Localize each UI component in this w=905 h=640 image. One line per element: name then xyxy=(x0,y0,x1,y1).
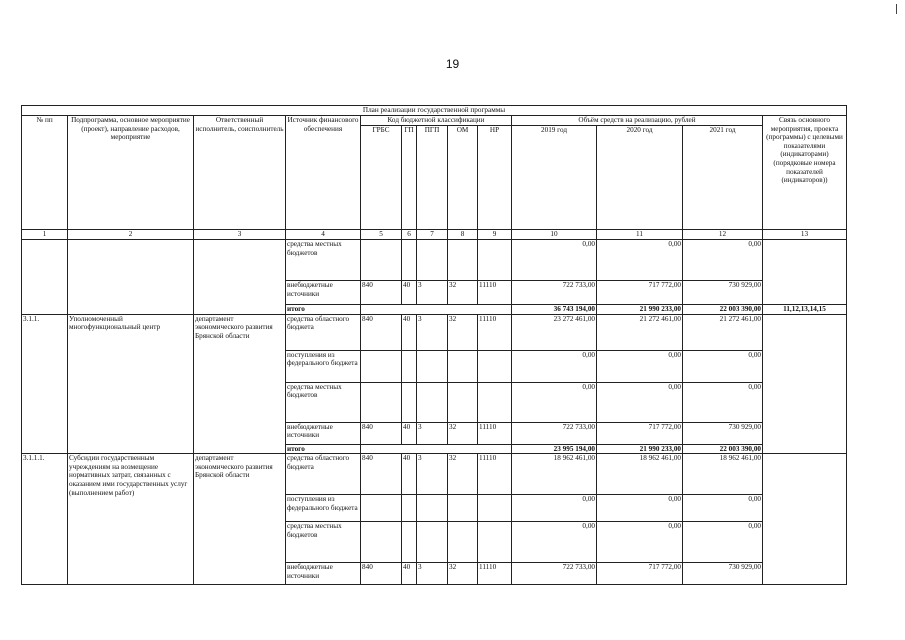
cell-total-2021: 22 003 390,00 xyxy=(683,444,763,454)
cell-pgp: 3 xyxy=(417,281,448,305)
cell-source: средства областного бюджета xyxy=(286,454,361,495)
cell-2021: 0,00 xyxy=(683,522,763,563)
cell-total-2021: 22 003 390,00 xyxy=(683,305,763,315)
cell-2019: 0,00 xyxy=(512,495,597,522)
col-num-7: 7 xyxy=(417,230,448,240)
cell-gp: 40 xyxy=(402,454,417,495)
cell-gp xyxy=(402,240,417,281)
cell-pgp: 3 xyxy=(417,314,448,350)
cell-executor xyxy=(194,240,286,315)
cell-grbs xyxy=(361,495,402,522)
cell-2019: 18 962 461,00 xyxy=(512,454,597,495)
cell-grbs: 840 xyxy=(361,422,402,444)
header-2020: 2020 год xyxy=(597,126,683,230)
cell-source: средства местных бюджетов xyxy=(286,382,361,422)
cell-gp xyxy=(402,522,417,563)
cell-2020: 18 962 461,00 xyxy=(597,454,683,495)
cell-2019: 0,00 xyxy=(512,522,597,563)
table-title: План реализации государственной программы xyxy=(22,106,847,116)
cell-np: 11110 xyxy=(478,314,512,350)
cell-gp xyxy=(402,495,417,522)
col-num-12: 12 xyxy=(683,230,763,240)
cell-gp: 40 xyxy=(402,563,417,585)
cell-num: 3.1.1.1. xyxy=(22,454,68,585)
cell-source: внебюджетные источники xyxy=(286,563,361,585)
cell-2021: 730 929,00 xyxy=(683,281,763,305)
cell-executor: департамент экономического развития Брянской области xyxy=(194,454,286,585)
cell-2021: 0,00 xyxy=(683,240,763,281)
cell-2020: 21 272 461,00 xyxy=(597,314,683,350)
header-pgp: ПГП xyxy=(417,126,448,230)
cell-2020: 0,00 xyxy=(597,495,683,522)
cell-pgp xyxy=(417,350,448,382)
header-subprogram: Подпрограмма, основное мероприятие (проект), направление расходов, мероприятие xyxy=(68,116,194,230)
cell-total-label: итого xyxy=(286,305,361,315)
cell-grbs: 840 xyxy=(361,563,402,585)
col-num-8: 8 xyxy=(448,230,478,240)
cell-gp: 40 xyxy=(402,422,417,444)
cell-pgp xyxy=(417,240,448,281)
cell-np xyxy=(478,382,512,422)
cell-gp: 40 xyxy=(402,314,417,350)
cell-2019: 0,00 xyxy=(512,240,597,281)
cell-total-2020: 21 990 233,00 xyxy=(597,305,683,315)
cell-num xyxy=(22,240,68,315)
cell-2021: 18 962 461,00 xyxy=(683,454,763,495)
header-source: Источник финансового обеспечения xyxy=(286,116,361,230)
cell-total-link: 11,12,13,14,15 xyxy=(763,305,847,315)
plan-table xyxy=(21,105,847,585)
cell-2020: 717 772,00 xyxy=(597,281,683,305)
cell-2019: 722 733,00 xyxy=(512,422,597,444)
cell-link xyxy=(763,314,847,454)
cell-2019: 722 733,00 xyxy=(512,563,597,585)
cell-source: поступления из федерального бюджета xyxy=(286,350,361,382)
cell-total-label: итого xyxy=(286,444,361,454)
col-num-4: 4 xyxy=(286,230,361,240)
header-link: Связь основного мероприятия, проекта (программы) с целевыми показателями (индикаторами) (порядковые номера показателей (индикаторов)) xyxy=(763,116,847,230)
cell-np xyxy=(478,350,512,382)
cell-pgp xyxy=(417,382,448,422)
header-2019: 2019 год xyxy=(512,126,597,230)
col-num-2: 2 xyxy=(68,230,194,240)
cell-2020: 717 772,00 xyxy=(597,422,683,444)
cell-pgp: 3 xyxy=(417,422,448,444)
corner-mark xyxy=(896,4,897,14)
cell-grbs: 840 xyxy=(361,454,402,495)
cell-np: 11110 xyxy=(478,281,512,305)
cell-2020: 0,00 xyxy=(597,382,683,422)
cell-2019: 0,00 xyxy=(512,350,597,382)
cell-om xyxy=(448,240,478,281)
cell-2020: 717 772,00 xyxy=(597,563,683,585)
cell-gp xyxy=(402,382,417,422)
cell-np xyxy=(478,240,512,281)
cell-np xyxy=(478,495,512,522)
cell-link xyxy=(763,454,847,585)
cell-total-2020: 21 990 233,00 xyxy=(597,444,683,454)
header-volume: Объём средств на реализацию, рублей xyxy=(512,116,763,126)
col-num-5: 5 xyxy=(361,230,402,240)
header-om: ОМ xyxy=(448,126,478,230)
cell-np xyxy=(478,522,512,563)
cell-total-2019: 23 995 194,00 xyxy=(512,444,597,454)
cell-num: 3.1.1. xyxy=(22,314,68,454)
cell-2021: 21 272 461,00 xyxy=(683,314,763,350)
cell-2021: 0,00 xyxy=(683,495,763,522)
cell-2019: 722 733,00 xyxy=(512,281,597,305)
cell-om xyxy=(448,495,478,522)
cell-executor: департамент экономического развития Брянской области xyxy=(194,314,286,454)
cell-om xyxy=(448,350,478,382)
cell-grbs: 840 xyxy=(361,314,402,350)
cell-2020: 0,00 xyxy=(597,350,683,382)
cell-total-2019: 36 743 194,00 xyxy=(512,305,597,315)
col-num-6: 6 xyxy=(402,230,417,240)
cell-source: средства областного бюджета xyxy=(286,314,361,350)
cell-gp: 40 xyxy=(402,281,417,305)
cell-2021: 0,00 xyxy=(683,350,763,382)
cell-source: средства местных бюджетов xyxy=(286,522,361,563)
cell-name: Субсидии государственным учреждениям на возмещение нормативных затрат, связанных с оказанием ими государственных услуг (выполнением работ) xyxy=(68,454,194,585)
header-gp: ГП xyxy=(402,126,417,230)
cell-grbs xyxy=(361,240,402,281)
cell-pgp xyxy=(417,522,448,563)
header-num: № пп xyxy=(22,116,68,230)
cell-name xyxy=(68,240,194,315)
cell-np: 11110 xyxy=(478,422,512,444)
cell-source: поступления из федерального бюджета xyxy=(286,495,361,522)
header-executor: Ответственный исполнитель, соисполнитель xyxy=(194,116,286,230)
column-number-row xyxy=(22,230,847,240)
header-np: НР xyxy=(478,126,512,230)
cell-om: 32 xyxy=(448,422,478,444)
cell-grbs: 840 xyxy=(361,281,402,305)
cell-2020: 0,00 xyxy=(597,240,683,281)
cell-name: Уполномоченный многофункциональный центр xyxy=(68,314,194,454)
cell-source: внебюджетные источники xyxy=(286,422,361,444)
col-num-1: 1 xyxy=(22,230,68,240)
cell-pgp: 3 xyxy=(417,454,448,495)
cell-source: средства местных бюджетов xyxy=(286,240,361,281)
cell-2019: 23 272 461,00 xyxy=(512,314,597,350)
cell-2021: 730 929,00 xyxy=(683,422,763,444)
cell-2019: 0,00 xyxy=(512,382,597,422)
page-number: 19 xyxy=(445,57,460,71)
cell-pgp xyxy=(417,495,448,522)
col-num-3: 3 xyxy=(194,230,286,240)
cell-source: внебюджетные источники xyxy=(286,281,361,305)
cell-om: 32 xyxy=(448,281,478,305)
table-row xyxy=(22,454,847,495)
cell-om xyxy=(448,382,478,422)
header-2021: 2021 год xyxy=(683,126,763,230)
cell-total-codes xyxy=(361,444,512,454)
cell-2020: 0,00 xyxy=(597,522,683,563)
cell-2021: 730 929,00 xyxy=(683,563,763,585)
cell-link xyxy=(763,240,847,305)
cell-om: 32 xyxy=(448,454,478,495)
table-row xyxy=(22,240,847,281)
col-num-9: 9 xyxy=(478,230,512,240)
cell-2021: 0,00 xyxy=(683,382,763,422)
col-num-11: 11 xyxy=(597,230,683,240)
col-num-10: 10 xyxy=(512,230,597,240)
cell-grbs xyxy=(361,350,402,382)
header-budget-code: Код бюджетной классификации xyxy=(361,116,512,126)
cell-pgp: 3 xyxy=(417,563,448,585)
cell-om: 32 xyxy=(448,563,478,585)
cell-grbs xyxy=(361,522,402,563)
cell-np: 11110 xyxy=(478,563,512,585)
col-num-13: 13 xyxy=(763,230,847,240)
cell-om: 32 xyxy=(448,314,478,350)
cell-np: 11110 xyxy=(478,454,512,495)
table-row xyxy=(22,314,847,350)
cell-gp xyxy=(402,350,417,382)
cell-grbs xyxy=(361,382,402,422)
cell-om xyxy=(448,522,478,563)
header-grbs: ГРБС xyxy=(361,126,402,230)
cell-total-codes xyxy=(361,305,512,315)
